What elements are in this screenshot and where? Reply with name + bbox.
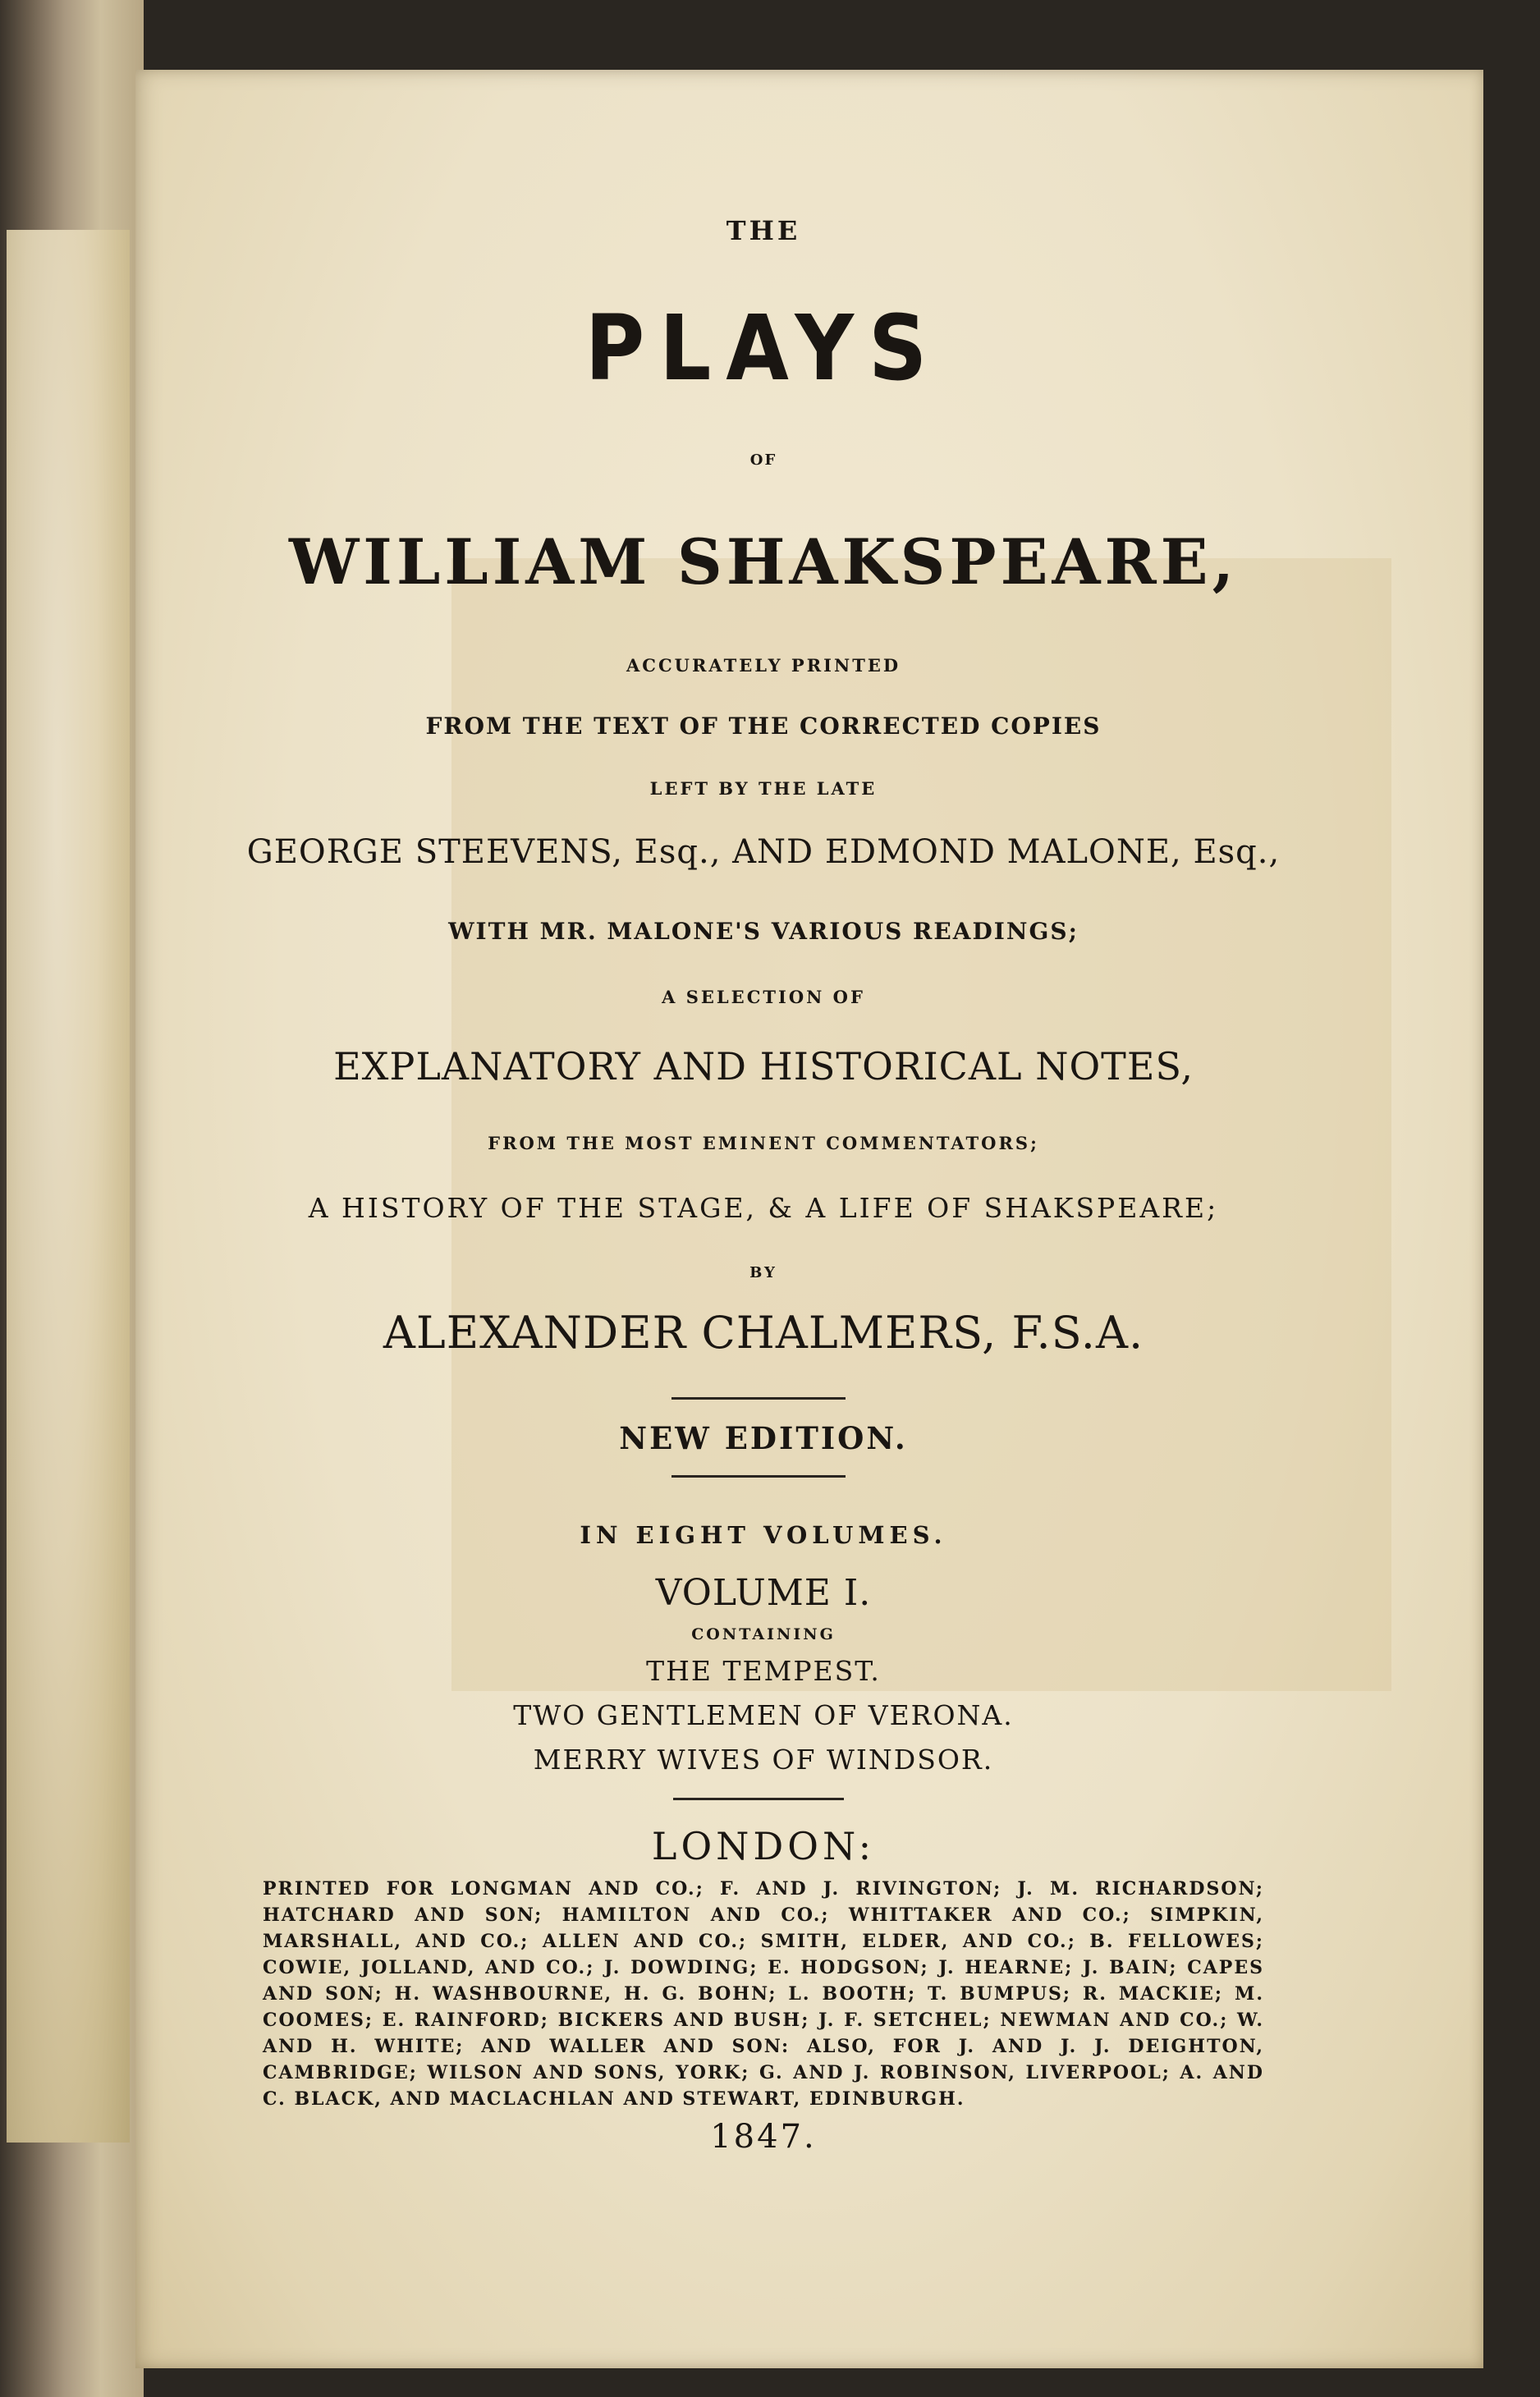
- commentators-line: FROM THE MOST EMINENT COMMENTATORS;: [488, 1133, 1039, 1153]
- play-two-gentlemen: TWO GENTLEMEN OF VERONA.: [513, 1699, 1014, 1731]
- readings-line: WITH MR. MALONE'S VARIOUS READINGS;: [448, 918, 1079, 945]
- rule-top: [671, 1397, 846, 1400]
- accurately-printed: ACCURATELY PRINTED: [626, 655, 901, 676]
- play-merry-wives: MERRY WIVES OF WINDSOR.: [533, 1744, 994, 1776]
- from-text-line: FROM THE TEXT OF THE CORRECTED COPIES: [425, 713, 1102, 740]
- title-of: OF: [749, 451, 777, 469]
- play-tempest: THE TEMPEST.: [646, 1655, 881, 1687]
- edition-line: NEW EDITION.: [619, 1420, 908, 1456]
- history-line: A HISTORY OF THE STAGE, & A LIFE OF SHAKSPEARE;: [308, 1192, 1219, 1224]
- notes-line: EXPLANATORY AND HISTORICAL NOTES,: [333, 1044, 1194, 1089]
- rule-imprint: [673, 1798, 844, 1800]
- volumes-line: IN EIGHT VOLUMES.: [580, 1521, 947, 1549]
- left-by-line: LEFT BY THE LATE: [649, 778, 878, 799]
- title-plays: PLAYS: [584, 296, 942, 401]
- containing-line: CONTAINING: [691, 1625, 836, 1643]
- spine-cloth-lining: [7, 230, 130, 2143]
- editor-name: ALEXANDER CHALMERS, F.S.A.: [383, 1307, 1144, 1359]
- city-line: LONDON:: [651, 1824, 876, 1868]
- author-name: WILLIAM SHAKSPEARE,: [288, 525, 1239, 598]
- publication-year: 1847.: [710, 2118, 817, 2156]
- book-spine: [0, 0, 144, 2397]
- editors-line: GEORGE STEEVENS, Esq., AND EDMOND MALONE, Esq.,: [246, 833, 1281, 871]
- by-line: BY: [749, 1264, 777, 1281]
- selection-of-line: A SELECTION OF: [662, 987, 865, 1007]
- volume-line: VOLUME I.: [655, 1572, 872, 1614]
- rule-bottom: [671, 1475, 846, 1478]
- title-the: THE: [726, 215, 801, 246]
- publisher-imprint: PRINTED FOR LONGMAN AND CO.; F. AND J. RIVINGTON; J. M. RICHARDSON; HATCHARD AND SON; HAMILTON AND CO.; WHITTAKER AND CO.; SIMPKIN, MARSHALL, AND CO.; ALLEN AND CO.; SMITH, ELDER, AND CO.; B. FELLOWES; COWIE, JOLLAND, AND CO.; J. DOWDING; E. HODGSON; J. HEARNE; J. BAIN; CAPES AND SON; H. WASHBOURNE, H. G. BOHN; L. BOOTH; T. BUMPUS; R. MACKIE; M. COOMES; E. RAINFORD; BICKERS AND BUSH; J. F. SETCHEL; NEWMAN AND CO.; W. AND H. WHITE; AND WALLER AND SON: ALSO, FOR J. AND J. J. DEIGHTON, CAMBRIDGE; WILSON AND SONS, YORK; G. AND J. ROBINSON, LIVERPOOL; A. AND C. BLACK, AND MACLACHLAN AND STEWART, EDINBURGH.: [263, 1878, 1264, 2110]
